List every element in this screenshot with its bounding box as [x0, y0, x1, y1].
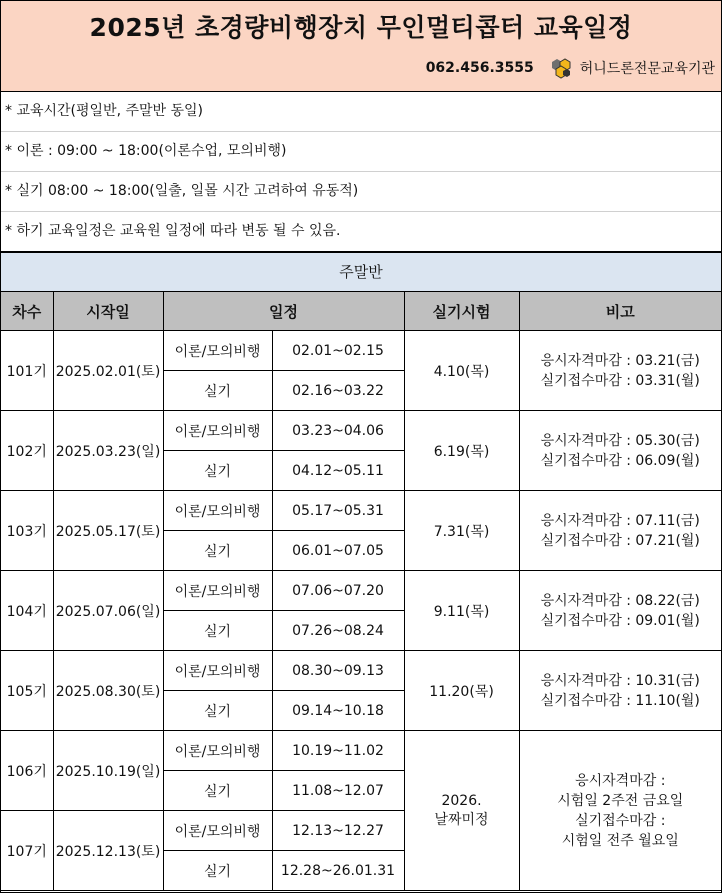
column-header-exam: 실기시험 — [404, 292, 519, 331]
practice-label: 실기 — [163, 771, 272, 811]
contact-info — [426, 56, 715, 80]
practice-period: 06.01~07.05 — [272, 531, 404, 571]
start-date: 2025.02.01(토) — [53, 331, 163, 411]
column-header-start: 시작일 — [53, 292, 163, 331]
remark-line: 실기접수마감 : 11.10(월) — [540, 692, 700, 709]
theory-label: 이론/모의비행 — [163, 811, 272, 851]
table-row — [1, 331, 721, 371]
practice-period: 02.16~03.22 — [272, 371, 404, 411]
practice-period: 11.08~12.07 — [272, 771, 404, 811]
remark-line: 실기접수마감 : 06.09(월) — [540, 452, 700, 469]
theory-period: 08.30~09.13 — [272, 651, 404, 691]
theory-label: 이론/모의비행 — [163, 651, 272, 691]
exam-date: 4.10(목) — [404, 331, 519, 411]
cohort-number: 101기 — [1, 331, 53, 411]
note-item: * 교육시간(평일반, 주말반 동일) — [1, 92, 721, 132]
theory-period: 10.19~11.02 — [272, 731, 404, 771]
theory-label: 이론/모의비행 — [163, 331, 272, 371]
remark — [519, 571, 721, 651]
cohort-number: 103기 — [1, 491, 53, 571]
start-date: 2025.05.17(토) — [53, 491, 163, 571]
note-item: * 하기 교육일정은 교육원 일정에 따라 변동 될 수 있음. — [5, 223, 341, 239]
phone-number: 062.456.3555 — [425, 60, 534, 76]
remark — [519, 651, 721, 731]
table-row — [1, 651, 721, 691]
remark-line: 시험일 전주 월요일 — [561, 832, 679, 849]
practice-label: 실기 — [163, 531, 272, 571]
header — [1, 1, 721, 92]
start-date: 2025.03.23(일) — [53, 411, 163, 491]
practice-label: 실기 — [163, 371, 272, 411]
table-row — [1, 411, 721, 451]
practice-label: 실기 — [163, 611, 272, 651]
cohort-number: 104기 — [1, 571, 53, 651]
remark-line: 응시자격마감 : 08.22(금) — [540, 592, 700, 609]
table-header-row — [1, 292, 721, 331]
note-item: * 실기 08:00 ~ 18:00(일출, 일몰 시간 고려하여 유동적) — [1, 172, 721, 212]
start-date: 2025.08.30(토) — [53, 651, 163, 731]
theory-label: 이론/모의비행 — [163, 731, 272, 771]
theory-period: 03.23~04.06 — [272, 411, 404, 451]
start-date: 2025.10.19(일) — [53, 731, 163, 811]
theory-label: 이론/모의비행 — [163, 411, 272, 451]
start-date: 2025.07.06(일) — [53, 571, 163, 651]
exam-date: 7.31(목) — [404, 491, 519, 571]
column-header-schedule: 일정 — [163, 292, 404, 331]
org-name: 허니드론전문교육기관 — [579, 61, 715, 77]
exam-date: 6.19(목) — [404, 411, 519, 491]
cohort-number: 105기 — [1, 651, 53, 731]
practice-period: 12.28~26.01.31 — [272, 851, 404, 891]
practice-period: 09.14~10.18 — [272, 691, 404, 731]
column-header-no: 차수 — [1, 292, 53, 331]
exam-year: 2026. — [441, 792, 482, 809]
theory-period: 05.17~05.31 — [272, 491, 404, 531]
remark — [519, 331, 721, 411]
exam-date-merged — [404, 731, 519, 891]
exam-date: 11.20(목) — [404, 651, 519, 731]
cohort-number: 106기 — [1, 731, 53, 811]
remark-line: 응시자격마감 : 03.21(금) — [540, 352, 700, 369]
start-date: 2025.12.13(토) — [53, 811, 163, 891]
section-title: 주말반 — [1, 253, 721, 292]
exam-undecided: 날짜미정 — [434, 811, 489, 828]
remark-line: 응시자격마감 : — [575, 772, 666, 789]
schedule-table — [1, 292, 721, 891]
theory-label: 이론/모의비행 — [163, 491, 272, 531]
remark-line: 실기접수마감 : 03.31(월) — [540, 372, 700, 389]
table-row — [1, 491, 721, 531]
practice-label: 실기 — [163, 451, 272, 491]
remark-line: 실기접수마감 : 07.21(월) — [540, 532, 700, 549]
theory-label: 이론/모의비행 — [163, 571, 272, 611]
theory-period: 07.06~07.20 — [272, 571, 404, 611]
remark-line: 시험일 2주전 금요일 — [557, 792, 684, 809]
remark-line: 응시자격마감 : 05.30(금) — [540, 432, 700, 449]
cohort-number: 102기 — [1, 411, 53, 491]
page-title: 2025년 초경량비행장치 무인멀티콥터 교육일정 — [89, 13, 633, 42]
practice-label: 실기 — [163, 851, 272, 891]
remark-merged — [519, 731, 721, 891]
remark-line: 실기접수마감 : — [575, 812, 666, 829]
note-item: * 이론 : 09:00 ~ 18:00(이론수업, 모의비행) — [1, 132, 721, 172]
remark-line: 응시자격마감 : 07.11(금) — [540, 512, 700, 529]
honeycomb-logo-icon — [548, 56, 574, 80]
notes-list — [1, 92, 721, 253]
practice-label: 실기 — [163, 691, 272, 731]
practice-period: 07.26~08.24 — [272, 611, 404, 651]
remark — [519, 411, 721, 491]
theory-period: 12.13~12.27 — [272, 811, 404, 851]
column-header-remark: 비고 — [519, 292, 721, 331]
practice-period: 04.12~05.11 — [272, 451, 404, 491]
exam-date: 9.11(목) — [404, 571, 519, 651]
remark-line: 실기접수마감 : 09.01(월) — [540, 612, 700, 629]
remark-line: 응시자격마감 : 10.31(금) — [540, 672, 700, 689]
table-row — [1, 731, 721, 771]
cohort-number: 107기 — [1, 811, 53, 891]
remark — [519, 491, 721, 571]
table-row — [1, 571, 721, 611]
theory-period: 02.01~02.15 — [272, 331, 404, 371]
